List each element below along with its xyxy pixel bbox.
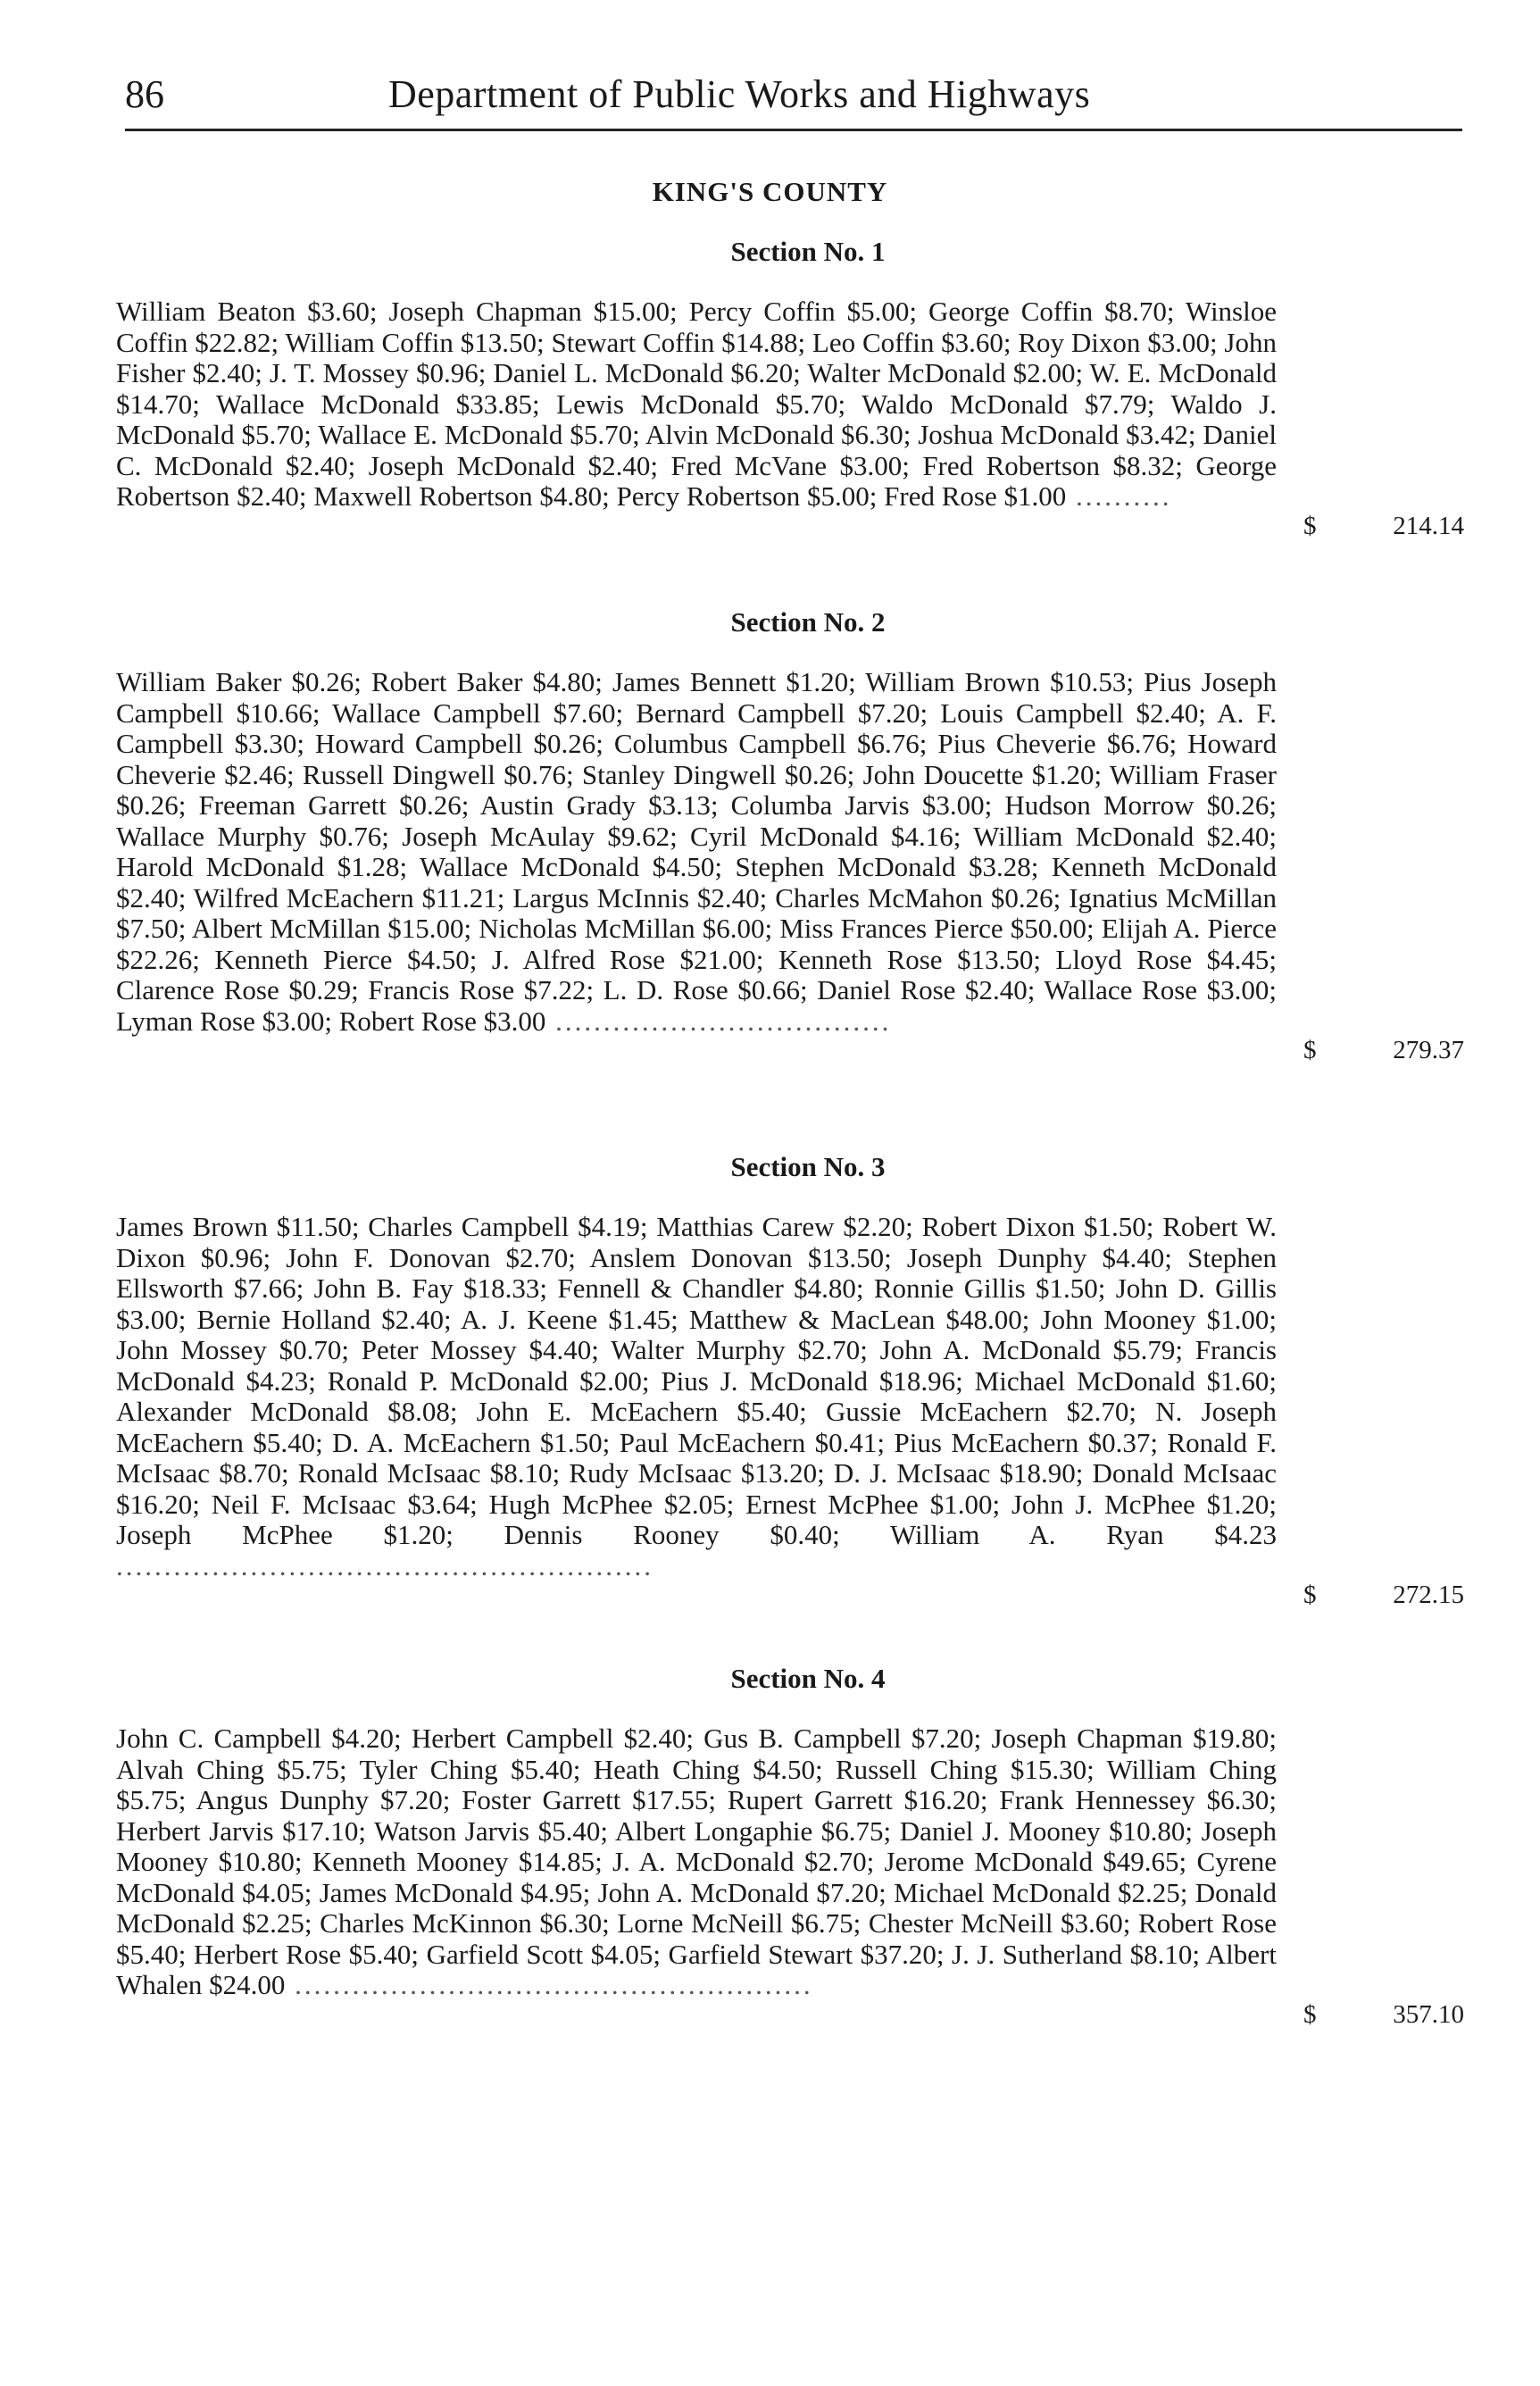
section-1 <box>116 232 1464 540</box>
section-entries <box>116 666 1464 1064</box>
section-entries <box>116 296 1464 540</box>
entry-list: William Baker $0.26; Robert Baker $4.80; James Bennett $1.20; William Brown $10.53; Pius Joseph Campbell $10.66; Wallace Campbell $7.60; Bernard Campbell $7.20; Louis Campbell $2.40; A. F. Campbell $3.30; Howard Campbell $0.26; Columbus Campbell $6.76; Pius Cheverie $6.76; Howard Cheverie $2.46; Russell Dingwell $0.76; Stanley Dingwell $0.26; John Doucette $1.20; William Fraser $0.26; Freeman Garrett $0.26; Austin Grady $3.13; Columba Jarvis $3.00; Hudson Morrow $0.26; Wallace Murphy $0.76; Joseph McAulay $9.62; Cyril McDonald $4.16; William McDonald $2.40; Harold McDonald $1.28; Wallace McDonald $4.50; Stephen McDonald $3.28; Kenneth McDonald $2.40; Wilfred McEachern $11.21; Largus McInnis $2.40; Charles McMahon $0.26; Ignatius McMillan $7.50; Albert McMillan $15.00; Nicholas McMillan $6.00; Miss Frances Pierce $50.00; Elijah A. Pierce $22.26; Kenneth Pierce $4.50; J. Alfred Rose $21.00; Kenneth Rose $13.50; Lloyd Rose $4.45; Clarence Rose $0.29; Francis Rose $7.22; L. D. Rose $0.66; Daniel Rose $2.40; Wallace Rose $3.00; Lyman Rose $3.00; Robert Rose $3.00 <box>116 666 1277 1037</box>
total-amount: 279.37 <box>1393 1036 1464 1064</box>
total-currency: $ <box>1303 1036 1317 1064</box>
total-amount: 214.14 <box>1393 511 1464 540</box>
entry-list: William Beaton $3.60; Joseph Chapman $15.00; Percy Coffin $5.00; George Coffin $8.70; Winsloe Coffin $22.82; William Coffin $13.50; Stewart Coffin $14.88; Leo Coffin $3.60; Roy Dixon $3.00; John Fisher $2.40; J. T. Mossey $0.96; Daniel L. McDonald $6.20; Walter McDonald $2.00; W. E. McDonald $14.70; Wallace McDonald $33.85; Lewis McDonald $5.70; Waldo McDonald $7.79; Waldo J. McDonald $5.70; Wallace E. McDonald $5.70; Alvin McDonald $6.30; Joshua McDonald $3.42; Daniel C. McDonald $2.40; Joseph McDonald $2.40; Fred McVane $3.00; Fred Robertson $8.32; George Robertson $2.40; Maxwell Robertson $4.80; Percy Robertson $5.00; Fred Rose $1.00 <box>116 296 1277 512</box>
section-heading: Section No. 4 <box>730 1663 886 1694</box>
total-amount: 357.10 <box>1393 1999 1464 2029</box>
total-amount: 272.15 <box>1393 1581 1464 1609</box>
dot-leader: .......... <box>1066 480 1172 512</box>
section-entries <box>116 1723 1464 2029</box>
page-header <box>125 71 1286 125</box>
entry-list: John C. Campbell $4.20; Herbert Campbell $2.40; Gus B. Campbell $7.20; Joseph Chapman $19.80; Alvah Ching $5.75; Tyler Ching $5.40; Heath Ching $4.50; Russell Ching $15.30; William Ching $5.75; Angus Dunphy $7.20; Foster Garrett $17.55; Rupert Garrett $16.20; Frank Hennessey $6.30; Herbert Jarvis $17.10; Watson Jarvis $5.40; Albert Longaphie $6.75; Daniel J. Mooney $10.80; Joseph Mooney $10.80; Kenneth Mooney $14.85; J. A. McDonald $2.70; Jerome McDonald $49.65; Cyrene McDonald $4.05; James McDonald $4.95; John A. McDonald $7.20; Michael McDonald $2.25; Donald McDonald $2.25; Charles McKinnon $6.30; Lorne McNeill $6.75; Chester McNeill $3.60; Robert Rose $5.40; Herbert Rose $5.40; Garfield Scott $4.05; Garfield Stewart $37.20; J. J. Sutherland $8.10; Albert Whalen $24.00 <box>116 1723 1277 2000</box>
total-currency: $ <box>1303 1999 1317 2029</box>
dot-leader: ...................................................... <box>285 1969 813 2000</box>
section-2 <box>116 603 1464 1064</box>
page-number: 86 <box>125 72 164 116</box>
section-3 <box>116 1147 1464 1609</box>
section-heading: Section No. 3 <box>730 1151 886 1182</box>
entry-list: James Brown $11.50; Charles Campbell $4.19; Matthias Carew $2.20; Robert Dixon $1.50; Robert W. Dixon $0.96; John F. Donovan $2.70; Anslem Donovan $13.50; Joseph Dunphy $4.40; Stephen Ellsworth $7.66; John B. Fay $18.33; Fennell & Chandler $4.80; Ronnie Gillis $1.50; John D. Gillis $3.00; Bernie Holland $2.40; A. J. Keene $1.45; Matthew & MacLean $48.00; John Mooney $1.00; John Mossey $0.70; Peter Mossey $4.40; Walter Murphy $2.70; John A. McDonald $5.79; Francis McDonald $4.23; Ronald P. McDonald $2.00; Pius J. McDonald $18.96; Michael McDonald $1.60; Alexander McDonald $8.08; John E. McEachern $5.40; Gussie McEachern $2.70; N. Joseph McEachern $5.40; D. A. McEachern $1.50; Paul McEachern $0.41; Pius McEachern $0.37; Ronald F. McIsaac $8.70; Ronald McIsaac $8.10; Rudy McIsaac $13.20; D. J. McIsaac $18.90; Donald McIsaac $16.20; Neil F. McIsaac $3.64; Hugh McPhee $2.05; Ernest McPhee $1.00; John J. McPhee $1.20; Joseph McPhee $1.20; Dennis Rooney $0.40; William A. Ryan $4.23 <box>116 1211 1277 1550</box>
total-currency: $ <box>1303 1581 1317 1609</box>
section-heading: Section No. 2 <box>730 606 886 638</box>
section-4 <box>116 1659 1464 2029</box>
county-title: KING'S COUNTY <box>652 176 888 207</box>
dot-leader: ........................................................ <box>116 1549 653 1581</box>
header-rule <box>125 129 1462 131</box>
section-entries <box>116 1211 1464 1609</box>
total-currency: $ <box>1303 511 1317 540</box>
section-heading: Section No. 1 <box>730 236 886 267</box>
running-title: Department of Public Works and Highways <box>388 72 1091 116</box>
dot-leader: ................................... <box>545 1005 892 1037</box>
